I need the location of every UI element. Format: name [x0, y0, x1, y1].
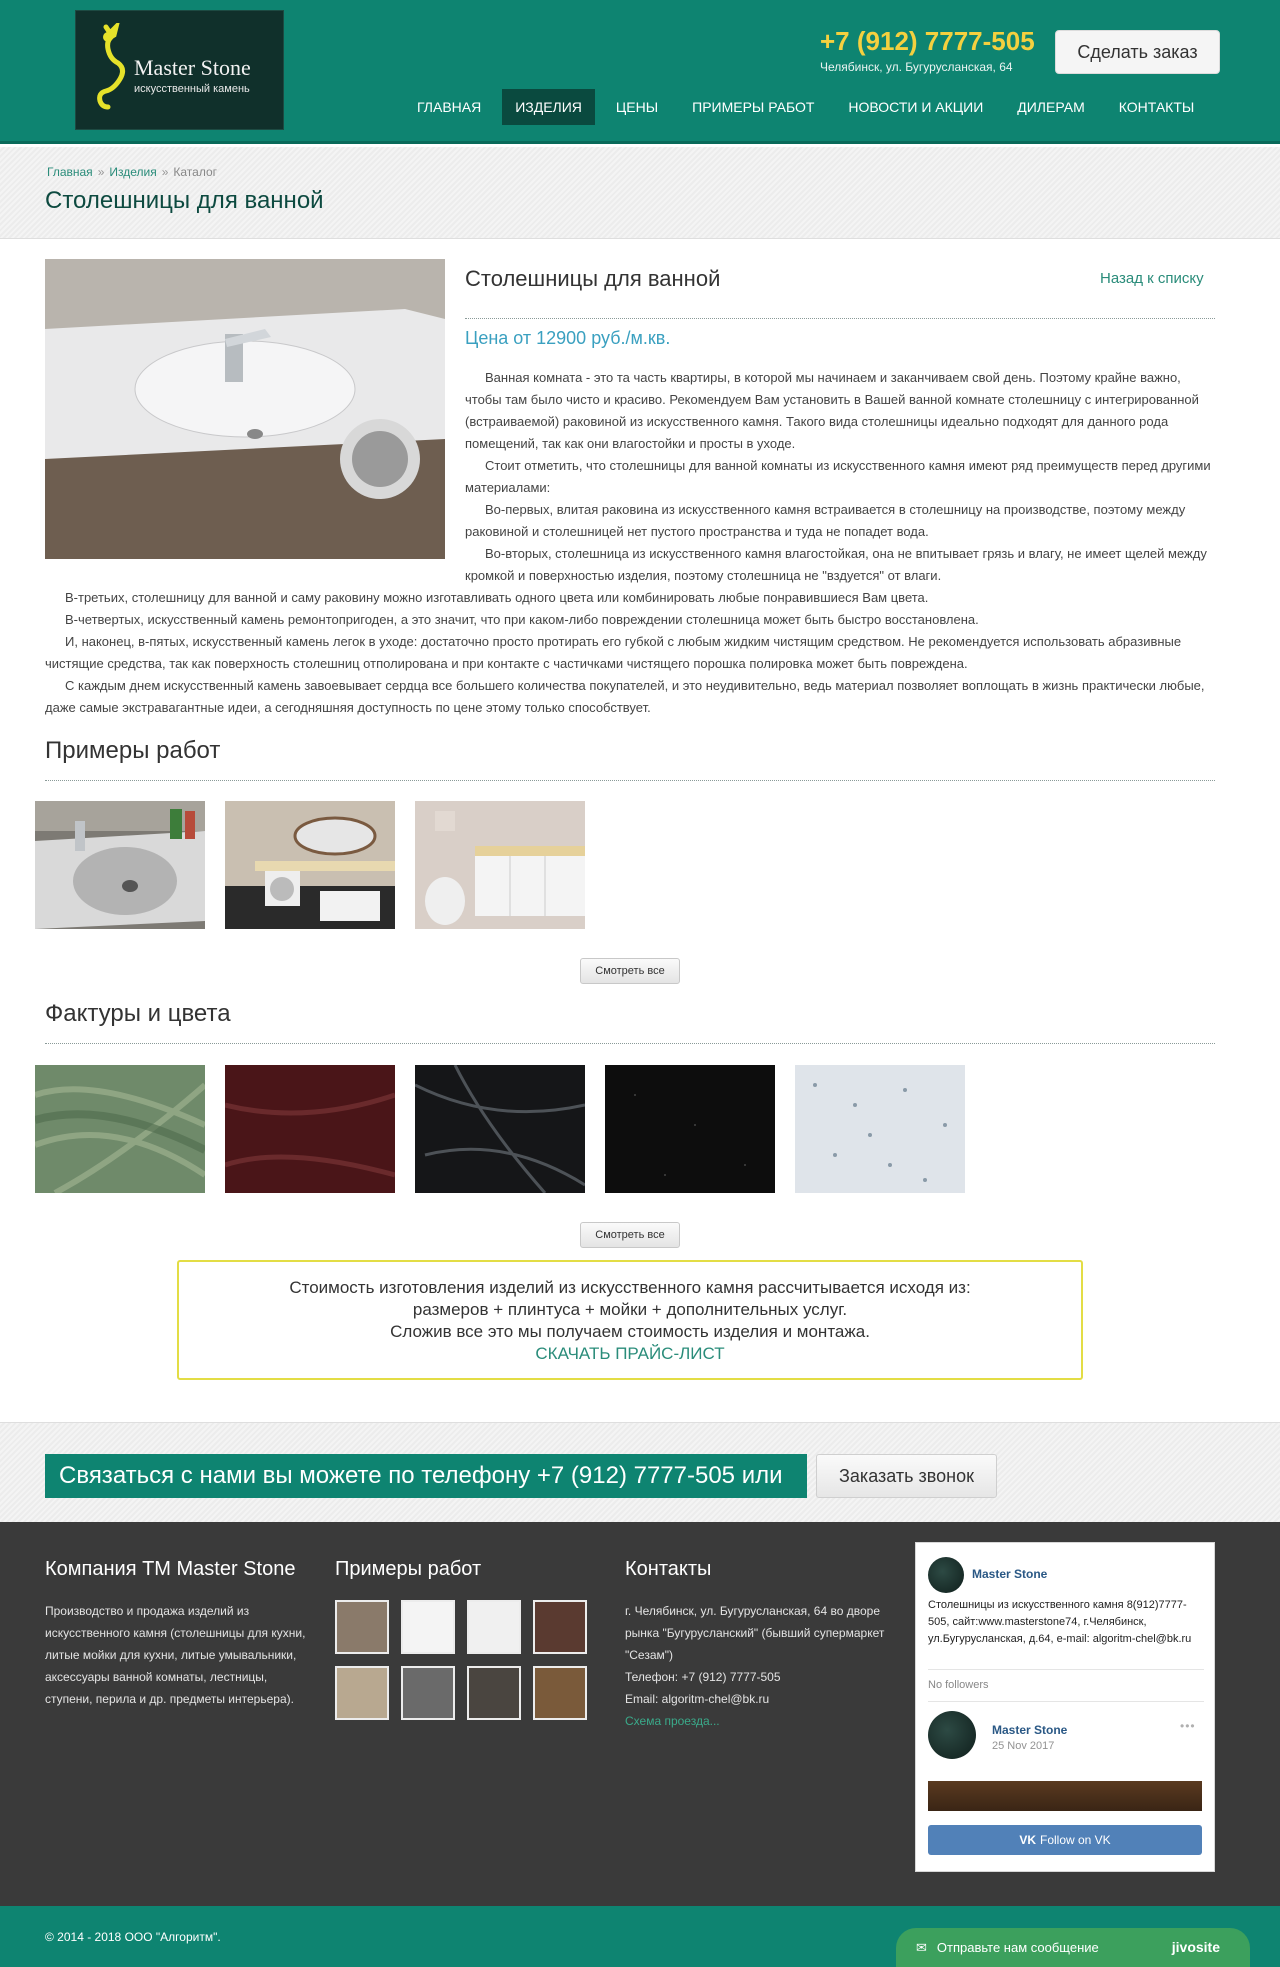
description-paragraph: С каждым днем искусственный камень завоевывает сердца все большего количества покупателей, и это неудивительно, ведь материал позволяет воплощать в жизнь практически любые, даже самые экстравагантные идеи, а сегодняшняя доступность по цене этому только способствует.	[45, 678, 1205, 715]
footer-example-thumb[interactable]	[467, 1600, 521, 1654]
breadcrumb-separator: »	[161, 165, 169, 179]
footer-example-thumb[interactable]	[467, 1666, 521, 1720]
more-icon[interactable]: •••	[1180, 1719, 1196, 1733]
description-paragraph: И, наконец, в-пятых, искусственный камень легок в уходе: достаточно просто протирать его губкой с любым жидким чистящим средством. Не рекомендуется использовать абразивные чистящие средства, так как поверхность столешниц отполирована и при контакте с частичками чистящего порошка полировка может быть повреждена.	[45, 634, 1182, 671]
product-description-full	[45, 587, 1215, 719]
request-call-button[interactable]: Заказать звонок	[816, 1454, 997, 1498]
texture-swatch[interactable]	[795, 1065, 965, 1193]
texture-swatch[interactable]	[605, 1065, 775, 1193]
title-band	[0, 147, 1280, 239]
breadcrumb-current: Каталог	[173, 165, 218, 179]
divider	[928, 1701, 1204, 1702]
chat-label: Отправьте нам сообщение	[936, 1940, 1099, 1955]
examples-more-button[interactable]: Смотреть все	[580, 958, 680, 984]
header-phone[interactable]: +7 (912) 7777-505	[820, 26, 1035, 56]
cost-line: размеров + плинтуса + мойки + дополнительных услуг.	[412, 1300, 848, 1319]
contact-phone-strip: Связаться с нами вы можете по телефону +7 (912) 7777-505 или	[45, 1454, 807, 1498]
footer-example-thumb[interactable]	[335, 1666, 389, 1720]
nav-item-contacts[interactable]: КОНТАКТЫ	[1118, 99, 1195, 115]
textures-more-button[interactable]: Смотреть все	[580, 1222, 680, 1248]
site-logo[interactable]	[75, 10, 284, 130]
product-price: Цена от 12900 руб./м.кв.	[465, 328, 671, 348]
site-footer	[0, 1522, 1280, 1906]
nav-item-products[interactable]: ИЗДЕЛИЯ	[502, 89, 595, 125]
footer-phone: Телефон: +7 (912) 7777-505	[625, 1670, 781, 1684]
example-photo[interactable]	[35, 801, 205, 929]
vk-post-date: 25 Nov 2017	[992, 1740, 1055, 1752]
vk-icon: VK	[1019, 1833, 1036, 1847]
cost-line: Стоимость изготовления изделий из искусственного камня рассчитывается исходя из:	[289, 1278, 971, 1297]
header-address: Челябинск, ул. Бугурусланская, 64	[820, 60, 1013, 74]
breadcrumb-home[interactable]: Главная	[47, 165, 93, 179]
logo-name: Master Stone	[134, 55, 251, 80]
examples-section-title: Примеры работ	[45, 737, 221, 764]
vk-group-description: Столешницы из искусственного камня 8(912)7777-505, сайт:www.masterstone74, г.Челябинск, ул.Бугурусланская, д.64, e-mail: algoritm-chel@bk.ru	[928, 1599, 1192, 1645]
nav-item-prices[interactable]: ЦЕНЫ	[615, 99, 659, 115]
vk-follow-button[interactable]	[928, 1825, 1202, 1855]
footer-contacts-title: Контакты	[625, 1558, 712, 1580]
divider	[45, 1043, 1215, 1044]
example-photo[interactable]	[415, 801, 585, 929]
divider	[45, 780, 1215, 781]
vk-widget	[915, 1542, 1215, 1872]
breadcrumb-separator: »	[97, 165, 105, 179]
product-title: Столешницы для ванной	[465, 266, 721, 291]
example-photo[interactable]	[225, 801, 395, 929]
footer-example-thumb[interactable]	[533, 1666, 587, 1720]
cost-info-box	[177, 1260, 1083, 1380]
contact-band	[0, 1422, 1280, 1522]
texture-swatch[interactable]	[415, 1065, 585, 1193]
textures-section-title: Фактуры и цвета	[45, 1000, 231, 1027]
description-paragraph: Во-вторых, столешница из искусственного камня влагостойкая, она не впитывает грязь и влагу, не имеет щелей между кромкой и поверхностью изделия, поэтому столешница не "вздуется" от влаги.	[465, 546, 1207, 583]
chat-brand: jivosite	[1171, 1939, 1220, 1955]
description-paragraph: Ванная комната - это та часть квартиры, в которой мы начинаем и заканчиваем свой день. Поэтому крайне важно, чтобы там было чисто и красиво. Рекомендуем Вам установить в Вашей ванной комнате столешницу с интегрированной (встраиваемой) раковиной из искусственного камня. Такого вида столешницы идеально подходят для данного рода помещений, так как они влагостойки и просты в уходе.	[465, 370, 1199, 451]
description-paragraph: Стоит отметить, что столешницы для ванной комнаты из искусственного камня имеют ряд преимуществ перед другими материалами:	[465, 458, 1211, 495]
vk-post-avatar[interactable]	[928, 1711, 976, 1759]
download-price-list-link[interactable]: СКАЧАТЬ ПРАЙС-ЛИСТ	[535, 1344, 725, 1363]
footer-example-thumb[interactable]	[533, 1600, 587, 1654]
divider	[928, 1669, 1204, 1670]
copyright: © 2014 - 2018 ООО "Алгоритм".	[45, 1930, 221, 1944]
divider	[465, 318, 1215, 319]
footer-company-title: Компания ТМ Master Stone	[45, 1558, 296, 1580]
bottom-bar	[0, 1906, 1280, 1967]
footer-email: Email: algoritm-chel@bk.ru	[625, 1692, 770, 1706]
nav-item-examples[interactable]: ПРИМЕРЫ РАБОТ	[692, 99, 815, 115]
footer-map-link[interactable]: Схема проезда...	[625, 1714, 720, 1728]
footer-address: г. Челябинск, ул. Бугурусланская, 64 во дворе рынка "Бугурусланский" (бывший супермаркет "Сезам")	[625, 1604, 885, 1662]
chat-widget[interactable]	[896, 1928, 1250, 1967]
lizard-icon	[92, 23, 132, 119]
description-paragraph: В-третьих, столешницу для ванной и саму раковину можно изготавливать одного цвета или комбинировать любые понравившиеся Вам цвета.	[65, 590, 929, 605]
footer-example-thumb[interactable]	[335, 1600, 389, 1654]
breadcrumb-products[interactable]: Изделия	[109, 165, 157, 179]
nav-item-dealers[interactable]: ДИЛЕРАМ	[1017, 99, 1085, 115]
main-nav	[404, 89, 1215, 125]
vk-post-image[interactable]	[928, 1781, 1202, 1811]
breadcrumb	[47, 165, 217, 179]
nav-item-news[interactable]: НОВОСТИ И АКЦИИ	[848, 99, 984, 115]
logo-tagline: искусственный камень	[134, 83, 250, 95]
product-description-side	[465, 367, 1215, 587]
envelope-icon: ✉	[916, 1940, 927, 1955]
vk-post-author[interactable]: Master Stone	[992, 1723, 1068, 1737]
order-button[interactable]: Сделать заказ	[1055, 30, 1220, 74]
description-paragraph: В-четвертых, искусственный камень ремонтопригоден, а это значит, что при каком-либо повреждении столешница может быть быстро восстановлена.	[65, 612, 979, 627]
footer-company-text: Производство и продажа изделий из искусственного камня (столешницы для кухни, литые мойки для кухни, литые умывальники, аксессуары ванной комнаты, лестницы, ступени, перила и др. предметы интерьера).	[45, 1604, 306, 1706]
footer-example-thumb[interactable]	[401, 1666, 455, 1720]
texture-swatch[interactable]	[225, 1065, 395, 1193]
footer-example-thumb[interactable]	[401, 1600, 455, 1654]
product-image[interactable]	[45, 259, 445, 559]
footer-contacts	[625, 1600, 895, 1732]
back-to-list-link[interactable]: Назад к списку	[1100, 270, 1204, 287]
vk-group-name[interactable]: Master Stone	[972, 1567, 1048, 1581]
nav-item-home[interactable]: ГЛАВНАЯ	[417, 99, 482, 115]
vk-follow-label: Follow on VK	[1039, 1833, 1111, 1847]
footer-examples-title: Примеры работ	[335, 1558, 482, 1580]
vk-followers: No followers	[928, 1679, 989, 1691]
page-title: Столешницы для ванной	[45, 187, 324, 214]
site-header	[0, 0, 1280, 144]
texture-swatch[interactable]	[35, 1065, 205, 1193]
vk-avatar[interactable]	[928, 1557, 964, 1593]
description-paragraph: Во-первых, влитая раковина из искусственного камня встраивается в столешницу на производстве, поэтому между раковиной и столешницей нет пустого пространства и туда не попадет вода.	[465, 502, 1186, 539]
cost-line: Сложив все это мы получаем стоимость изделия и монтажа.	[390, 1322, 870, 1341]
